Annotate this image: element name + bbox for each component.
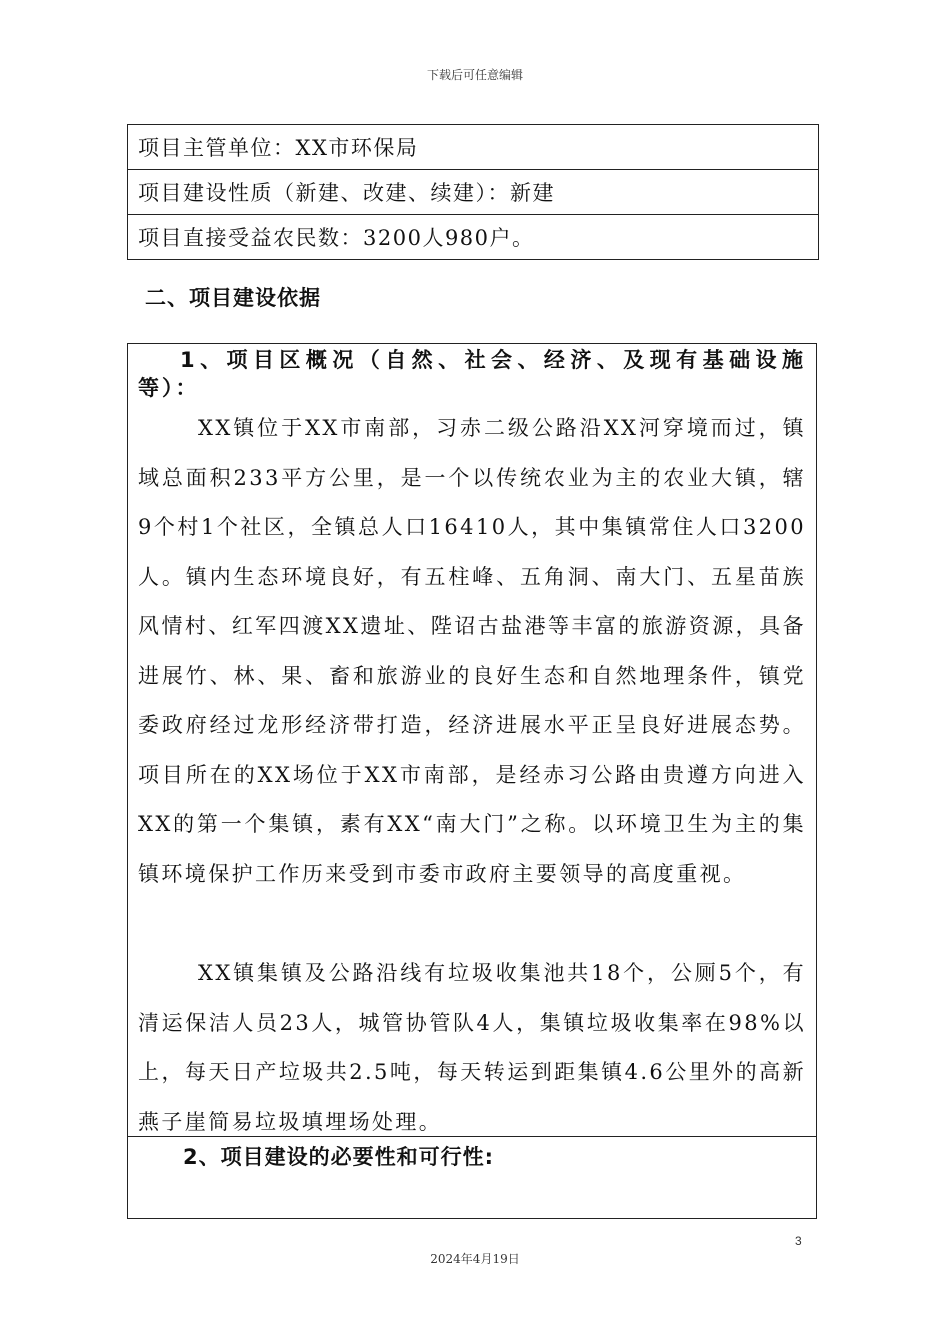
- content-box: [127, 343, 817, 1219]
- paragraph-overview: XX镇位于XX市南部，习赤二级公路沿XX河穿境而过，镇域总面积233平方公里，是一个以传统农业为主的农业大镇，辖9个村1个社区，全镇总人口16410人，其中集镇常住人口3200人。镇内生态环境良好，有五柱峰、五角洞、南大门、五星苗族风情村、红军四渡XX遗址、陛诏古盐港等丰富的旅游资源，具备进展竹、林、果、畜和旅游业的良好生态和自然地理条件，镇党委政府经过龙形经济带打造，经济进展水平正呈良好进展态势。项目所在的XX场位于XX市南部，是经赤习公路由贵遵方向进入XX的第一个集镇，素有XX“南大门”之称。以环境卫生为主的集镇环境保护工作历来受到市委市政府主要领导的高度重视。: [138, 416, 806, 886]
- header-note: 下载后可任意编辑: [426, 68, 523, 82]
- project-info-table: [127, 124, 819, 260]
- divider: [128, 1136, 816, 1137]
- info-cell-nature: 项目建设性质（新建、改建、续建）：新建: [128, 170, 819, 215]
- info-cell-supervisor: 项目主管单位：XX市环保局: [128, 125, 819, 170]
- page-number: 3: [795, 1234, 802, 1248]
- section-heading: 二、项目建设依据: [145, 286, 321, 310]
- subheading-overview: 1、项目区概况（自然、社会、经济、及现有基础设施等）：: [138, 348, 806, 400]
- table-row: [128, 215, 819, 260]
- table-row: [128, 125, 819, 170]
- paragraph-waste-status: XX镇集镇及公路沿线有垃圾收集池共18个，公厕5个，有清运保洁人员23人，城管协管队4人，集镇垃圾收集率在98%以上，每天日产垃圾共2.5吨，每天转运到距集镇4.6公里外的高新燕子崖简易垃圾填埋场处理。: [138, 961, 806, 1134]
- subheading-necessity: 2、项目建设的必要性和可行性:: [183, 1145, 495, 1169]
- footer-date: 2024年4月19日: [430, 1252, 520, 1266]
- table-row: [128, 170, 819, 215]
- info-cell-beneficiaries: 项目直接受益农民数：3200人980户。: [128, 215, 819, 260]
